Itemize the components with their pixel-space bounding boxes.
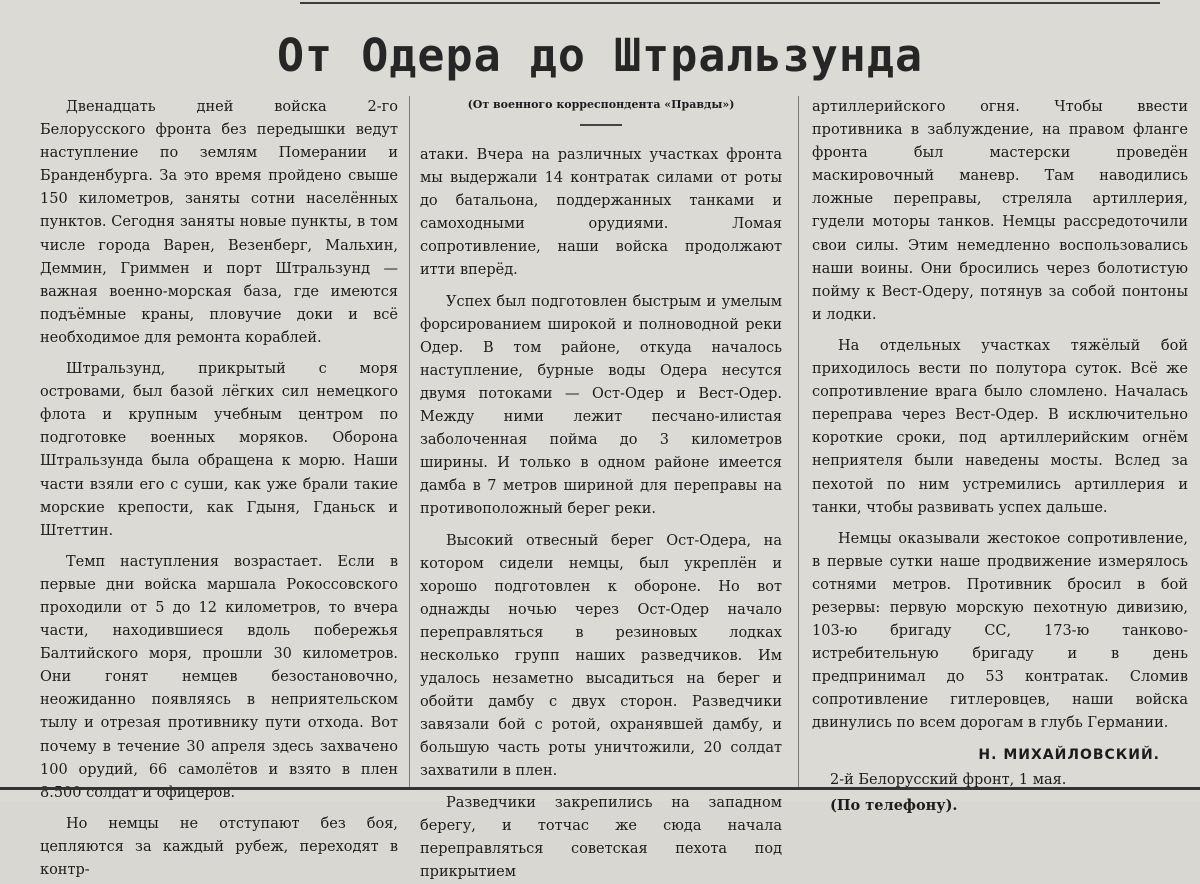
top-rule	[300, 2, 1160, 4]
byline: (От военного корреспондента «Правды»)	[467, 98, 735, 111]
column-2	[420, 144, 782, 880]
paragraph: Но немцы не отступают без боя, цепляются за каждый рубеж, переходят в контр-	[40, 815, 398, 878]
paragraph: Разведчики закрепились на западном берегу, и тотчас же сюда начала переправляться советская пехота под прикрытием	[420, 794, 782, 880]
byline-rule	[580, 124, 622, 126]
paragraph: Темп наступления возрастает. Если в первые дни войска маршала Рокоссовского проходили от 5 до 12 километров, то вчера части, находившиеся вдоль побережья Балтийского моря, прошли 30 километров. Они гонят немцев безостановочно, неожиданно появляясь в неприятельском тылу и отрезая противнику пути отхода. Вот почему в течение 30 апреля здесь захвачено 100 орудий, 66 самолётов и взято в плен 8.500 солдат и офицеров.	[40, 553, 398, 801]
paragraph: атаки. Вчера на различных участках фронта мы выдержали 14 контратак силами от роты до батальона, поддержанных танками и самоходными орудиями. Ломая сопротивление, наши войска продолжают итти вперёд.	[420, 147, 782, 279]
column-3	[812, 96, 1188, 814]
author-signature: Н. МИХАЙЛОВСКИЙ.	[978, 746, 1160, 763]
paragraph: артиллерийского огня. Чтобы ввести противника в заблуждение, на правом фланге фронта был мастерски проведён маскировочный маневр. Там наводились ложные переправы, стреляла артиллерия, гудели моторы танков. Немцы рассредоточили свои силы. Этим немедленно воспользовались наши воины. Они бросились через болотистую пойму к Вест-Одеру, потянув за собой понтоны и лодки.	[812, 99, 1188, 323]
article-headline: От Одера до Штральзунда	[276, 29, 924, 82]
column-divider	[798, 96, 799, 788]
dateline: 2-й Белорусский фронт, 1 мая.	[830, 771, 1067, 788]
bottom-rule	[0, 787, 1200, 790]
paragraph: Двенадцать дней войска 2-го Белорусского фронта без передышки ведут наступление по землям Померании и Бранденбурга. За это время пройдено свыше 150 километров, заняты сотни населённых пунктов. Сегодня заняты новые пункты, в том числе города Варен, Везенберг, Мальхин, Деммин, Гриммен и порт Штральзунд — важная военно-морская база, где имеются подъёмные краны, пловучие доки и всё необходимое для ремонта кораблей.	[40, 99, 398, 346]
column-1	[40, 96, 398, 878]
column-divider	[409, 96, 410, 788]
paragraph: Высокий отвесный берег Ост-Одера, на котором сидели немцы, был укреплён и хорошо подготовлен к обороне. Но вот однажды ночью через Ост-Одер начало переправляться в резиновых лодках несколько групп наших разведчиков. Им удалось незаметно высадиться на берег и обойти дамбу с двух сторон. Разведчики завязали бой с ротой, охранявшей дамбу, и большую часть роты уничтожили, 20 солдат захватили в плен.	[420, 532, 782, 780]
paragraph: Штральзунд, прикрытый с моря островами, был базой лёгких сил немецкого флота и крупным учебным центром по подготовке военных моряков. Оборона Штральзунда была обращена к морю. Наши части взяли его с суши, как уже брали такие морские крепости, как Гдыня, Гданьск и Штеттин.	[40, 361, 398, 539]
paragraph: Успех был подготовлен быстрым и умелым форсированием широкой и полноводной реки Одер. В том районе, откуда началось наступление, бурные воды Одера несутся двумя потоками — Ост-Одер и Вест-Одер. Между ними лежит песчано-илистая заболоченная пойма до 3 километров ширины. И только в одном районе имеется дамба в 7 метров шириной для переправы на противоположный берег реки.	[420, 293, 782, 518]
paragraph: На отдельных участках тяжёлый бой приходилось вести по полутора суток. Всё же сопротивление врага было сломлено. Началась переправа через Вест-Одер. В исключительно короткие сроки, под артиллерийским огнём неприятеля были наведены мосты. Вслед за пехотой по ним устремились артиллерия и танки, чтобы развивать успех дальше.	[812, 337, 1188, 516]
phone-note: (По телефону).	[830, 796, 958, 814]
paragraph: Немцы оказывали жестокое сопротивление, в первые сутки наше продвижение измерялось сотнями метров. Противник бросил в бой резервы: первую морскую пехотную дивизию, 103-ю бригаду СС, 173-ю танково-истребительную бригаду и в день предпринимал до 53 контратак. Сломив сопротивление гитлеровцев, наши войска двинулись по всем дорогам в глубь Германии.	[812, 530, 1188, 732]
